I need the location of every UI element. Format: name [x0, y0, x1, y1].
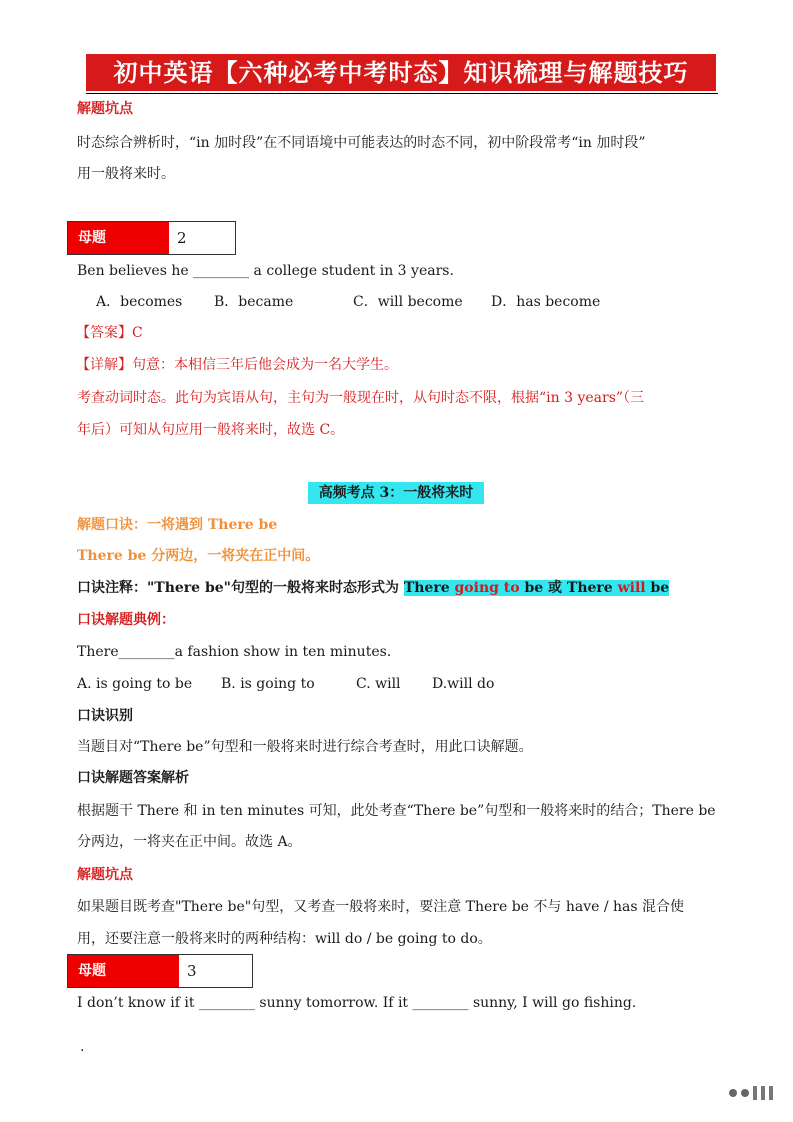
example-option-c: C. will	[356, 676, 401, 692]
example-option-d: D.will do	[432, 676, 495, 692]
pitfall-heading-2: 解题坑点	[77, 867, 133, 883]
identify-text: 当题目对“There be”句型和一般将来时进行综合考查时，用此口诀解题。	[77, 739, 533, 755]
question-number: 3	[179, 955, 252, 987]
option-a: A．becomes	[96, 294, 183, 310]
question-number: 2	[169, 222, 235, 254]
rhyme-line-2: There be 分两边，一将夹在正中间。	[77, 548, 320, 564]
identify-heading: 口诀识别	[77, 708, 133, 724]
pitfall-heading: 解题坑点	[77, 101, 133, 117]
example-stem: There________a fashion show in ten minutes.	[77, 644, 392, 660]
question-2-stem: Ben believes he ________ a college student in 3 years.	[77, 263, 454, 279]
answer: 【答案】C	[76, 325, 143, 341]
explanation-line-2: 考查动词时态。此句为宾语从句，主句为一般现在时，从句时态不限，根据“in 3 years”（三	[77, 390, 645, 406]
pitfall-text-line-2: 用一般将来时。	[77, 166, 175, 182]
question-label: 母题	[68, 222, 169, 254]
watermark-mark	[729, 1086, 773, 1100]
question-2-box	[67, 221, 236, 255]
pitfall-text-line-1: 时态综合辨析时，“in 加时段”在不同语境中可能表达的时态不同，初中阶段常考“in 加时段”	[77, 135, 646, 151]
page-title: 初中英语【六种必考中考时态】知识梳理与解题技巧	[86, 54, 716, 91]
option-b: B．became	[214, 294, 294, 310]
pitfall-2-line-2: 用，还要注意一般将来时的两种结构：will do / be going to do。	[77, 931, 492, 947]
explanation-line-3: 年后）可知从句应用一般将来时，故选 C。	[77, 422, 345, 438]
trailing-dot: .	[80, 1039, 85, 1055]
analysis-line-1: 根据题干 There 和 in ten minutes 可知，此处考查“There be”句型和一般将来时的结合；There be	[77, 803, 716, 819]
analysis-heading: 口诀解题答案解析	[77, 770, 189, 786]
title-divider	[86, 93, 718, 94]
analysis-line-2: 分两边，一将夹在正中间。故选 A。	[77, 834, 302, 850]
question-label: 母题	[68, 955, 179, 987]
rhyme-note	[77, 578, 669, 598]
example-option-b: B. is going to	[221, 676, 315, 692]
rhyme-line-1: 解题口诀：一将遇到 There be	[77, 517, 278, 533]
topic-heading: 高频考点 3：一般将来时	[308, 482, 484, 504]
explanation-line-1: 【详解】句意：本相信三年后他会成为一名大学生。	[76, 357, 398, 373]
pitfall-2-line-1: 如果题目既考查"There be"句型，又考查一般将来时，要注意 There be 不与 have / has 混合使	[77, 899, 685, 915]
rhyme-note-text: 口诀注释："There be"句型的一般将来时态形式为	[77, 580, 404, 596]
example-option-a: A. is going to be	[77, 676, 193, 692]
option-d: D．has become	[491, 294, 601, 310]
example-heading: 口诀解题典例：	[77, 612, 175, 628]
question-3-stem: I don’t know if it ________ sunny tomorrow. If it ________ sunny, I will go fishing.	[77, 995, 637, 1011]
option-c: C．will become	[353, 294, 463, 310]
question-3-box	[67, 954, 253, 988]
rhyme-note-highlight: There going to be 或 There will be	[403, 580, 670, 596]
